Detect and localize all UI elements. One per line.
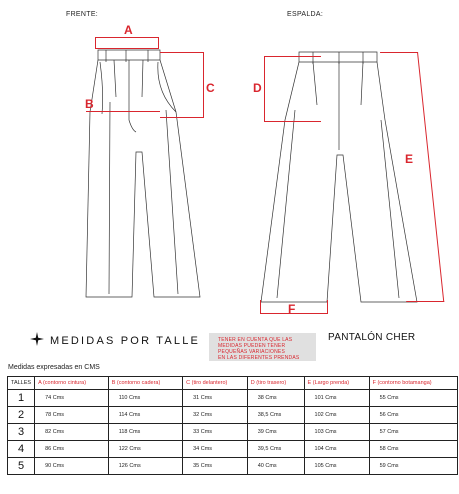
note-line: EN LAS DIFERENTES PRENDAS xyxy=(218,355,300,361)
table-row xyxy=(8,424,458,441)
table-cell: 39,5 Cms xyxy=(247,441,304,458)
front-view-label: FRENTE: xyxy=(66,11,99,18)
table-cell: 56 Cms xyxy=(369,407,457,424)
table-header-cell: F (contorno botamanga) xyxy=(369,377,457,390)
table-cell: 118 Cms xyxy=(108,424,182,441)
note-line: TENER EN CUENTA QUE LAS xyxy=(218,337,293,343)
table-cell: 105 Cms xyxy=(304,458,369,475)
measure-d-box xyxy=(264,56,321,122)
measure-b-line xyxy=(86,111,160,112)
table-cell: 110 Cms xyxy=(108,390,182,407)
size-cell: 1 xyxy=(8,390,35,407)
table-cell: 102 Cms xyxy=(304,407,369,424)
table-header-cell: B (contorno cadera) xyxy=(108,377,182,390)
table-header-cell: TALLES xyxy=(8,377,35,390)
table-header-row xyxy=(8,377,458,390)
measure-f-letter: F xyxy=(288,302,296,316)
table-cell: 32 Cms xyxy=(183,407,248,424)
table-cell: 34 Cms xyxy=(183,441,248,458)
size-cell: 4 xyxy=(8,441,35,458)
back-view-label: ESPALDA: xyxy=(287,11,324,18)
table-cell: 38 Cms xyxy=(247,390,304,407)
compass-star-icon xyxy=(30,332,44,349)
table-cell: 74 Cms xyxy=(35,390,109,407)
measure-a-letter: A xyxy=(124,23,133,37)
table-cell: 103 Cms xyxy=(304,424,369,441)
table-cell: 86 Cms xyxy=(35,441,109,458)
measure-a-box xyxy=(95,37,159,49)
units-subtitle: Medidas expresadas en CMS xyxy=(8,364,100,371)
table-cell: 104 Cms xyxy=(304,441,369,458)
table-cell: 31 Cms xyxy=(183,390,248,407)
note-line: PEQUEÑAS VARIACIONES xyxy=(218,349,285,355)
table-cell: 57 Cms xyxy=(369,424,457,441)
table-cell: 33 Cms xyxy=(183,424,248,441)
size-chart-title-text: MEDIDAS POR TALLE xyxy=(50,334,201,347)
table-cell: 59 Cms xyxy=(369,458,457,475)
table-cell: 55 Cms xyxy=(369,390,457,407)
table-cell: 101 Cms xyxy=(304,390,369,407)
measure-b-letter: B xyxy=(85,97,94,111)
table-row xyxy=(8,458,458,475)
size-cell: 2 xyxy=(8,407,35,424)
table-header-cell: A (contorno cintura) xyxy=(35,377,109,390)
size-table xyxy=(7,376,458,475)
table-row xyxy=(8,407,458,424)
table-cell: 58 Cms xyxy=(369,441,457,458)
size-cell: 3 xyxy=(8,424,35,441)
table-cell: 40 Cms xyxy=(247,458,304,475)
size-chart-title xyxy=(30,332,200,349)
table-cell: 90 Cms xyxy=(35,458,109,475)
table-cell: 82 Cms xyxy=(35,424,109,441)
variation-note xyxy=(209,333,316,361)
table-row xyxy=(8,390,458,407)
measure-d-letter: D xyxy=(253,81,262,95)
table-cell: 35 Cms xyxy=(183,458,248,475)
table-header-cell: E (Largo prenda) xyxy=(304,377,369,390)
measure-c-letter: C xyxy=(206,81,215,95)
table-cell: 39 Cms xyxy=(247,424,304,441)
table-cell: 38,5 Cms xyxy=(247,407,304,424)
measure-e-letter: E xyxy=(405,152,414,166)
table-header-cell: D (tiro trasero) xyxy=(247,377,304,390)
table-row xyxy=(8,441,458,458)
table-cell: 114 Cms xyxy=(108,407,182,424)
note-line: MEDIDAS PUEDEN TENER xyxy=(218,343,286,349)
size-cell: 5 xyxy=(8,458,35,475)
table-cell: 78 Cms xyxy=(35,407,109,424)
table-cell: 122 Cms xyxy=(108,441,182,458)
product-name: PANTALÓN CHER xyxy=(328,332,416,343)
measure-c-box xyxy=(160,52,204,118)
table-cell: 126 Cms xyxy=(108,458,182,475)
table-header-cell: C (tiro delantero) xyxy=(183,377,248,390)
